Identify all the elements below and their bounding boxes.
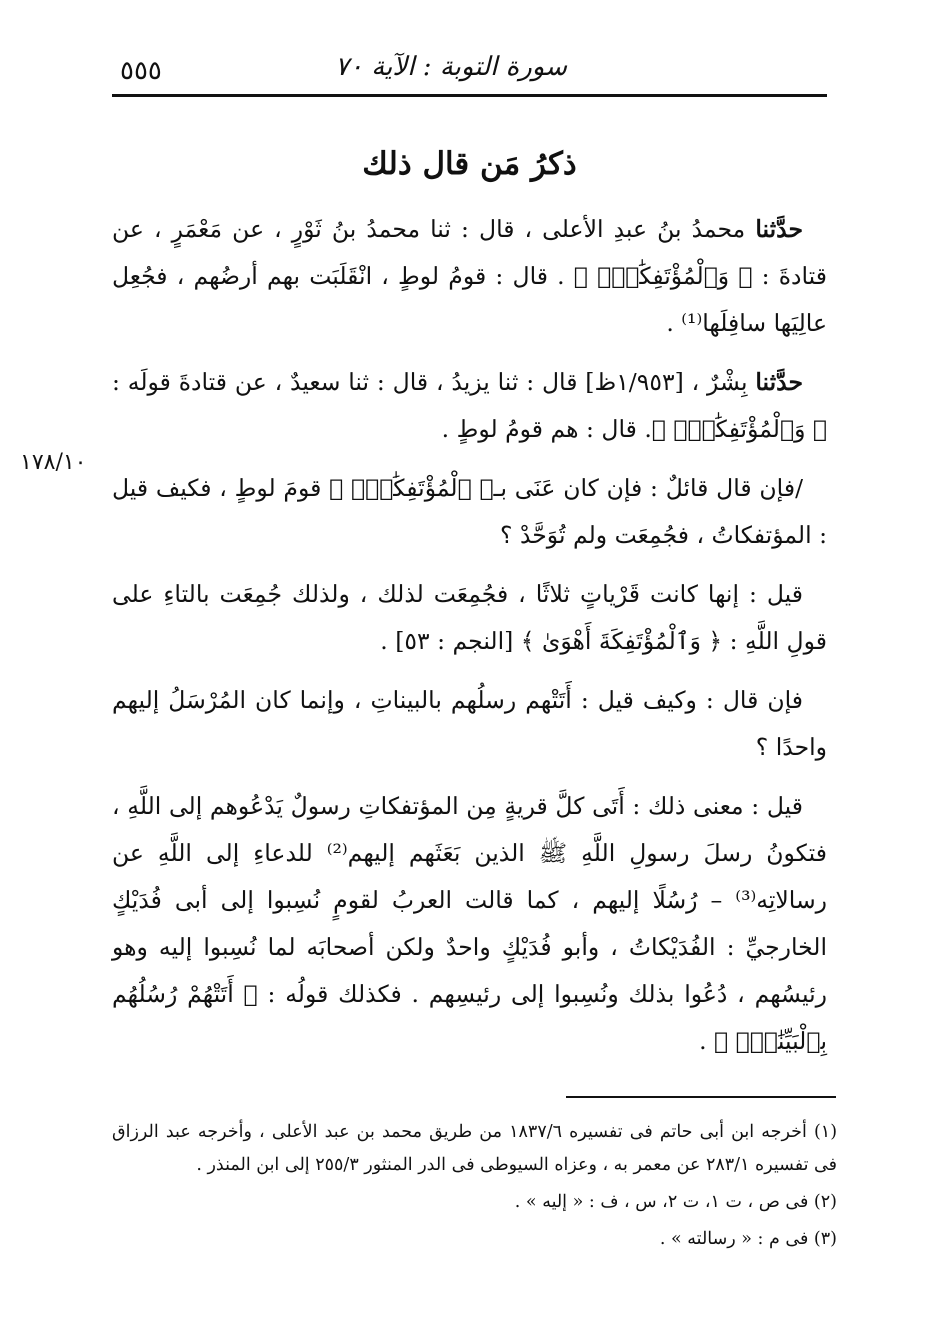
paragraph-text: فإن قال : وكيف قيل : أَتَتْهم رسلُهم بالبيناتِ ، وإنما كان المُرْسَلُ إليهم واحدًا ؟ [112, 686, 827, 761]
page-number: ٥٥٥ [120, 56, 162, 86]
paragraph-5 [112, 677, 827, 771]
paragraph-6 [112, 783, 827, 1065]
footnote-2: (٢) فى ص ، ت ١، ت ٢، س ، ف : « إليه » . [514, 1192, 837, 1212]
paragraph-text: بِشْرٌ ، [١/٩٥٣ظ] قال : ثنا يزيدُ ، قال : ثنا سعيدٌ ، عن قتادةَ قولَه : ﴿ وَٱلْمُؤْتَفِكَٰتِۚ ﴾. قال : هم قومُ لوطٍ . [112, 368, 827, 443]
paragraph-4 [112, 571, 827, 665]
paragraph-3 [112, 465, 827, 559]
paragraph-lead: حدَّثنا [755, 368, 803, 396]
header-rule [112, 94, 827, 97]
footnote-3: (٣) فى م : « رسالته » . [659, 1229, 837, 1249]
paragraph-text: قيل : معنى ذلك : أَتَى كلَّ قريةٍ مِن المؤتفكاتِ رسولٌ يَدْعُوهم إلى اللَّهِ ، فتكونُ رسلَ رسولِ اللَّهِ ﷺ الذين بَعَثَهم إليهم⁽²⁾ للدعاءِ إلى اللَّهِ عن رسالاتِه⁽³⁾ – رُسُلًا إليهم ، كما قالت العربُ لقومٍ نُسِبوا إلى أبى فُدَيْكٍ الخارجيِّ : الفُدَيْكاتُ ، وأبو فُدَيْكٍ واحدٌ ولكن أصحابَه لما نُسِبوا إليه وهو رئيسُهم ، دُعُوا بذلك ونُسِبوا إلى رئيسِهم . فكذلك قولُه : ﴿ أَتَتْهُمْ رُسُلُهُم بِٱلْبَيِّنَٰتِۖ ﴾ . [112, 792, 827, 1055]
footnote-1: (١) أخرجه ابن أبى حاتم فى تفسيره ١٨٣٧/٦ من طريق محمد بن عبد الأعلى ، وأخرجه عبد الرزاق فى تفسيره ٢٨٣/١ عن معمر به ، وعزاه السيوطى فى الدر المنثور ٢٥٥/٣ إلى ابن المنذر . [112, 1122, 838, 1175]
paragraph-2 [112, 359, 827, 453]
paragraph-1 [112, 206, 827, 347]
paragraph-text: محمدُ بنُ عبدِ الأعلى ، قال : ثنا محمدُ بنُ ثَوْرٍ ، عن مَعْمَرٍ ، عن قتادةَ : ﴿ وَٱلْمُؤْتَفِكَٰتِۚ ﴾ . قال : قومُ لوطٍ ، انْقَلَبَت بهم أرضُهم ، فجُعِل عالِيَها سافِلَها⁽¹⁾ . [112, 215, 827, 337]
paragraph-lead: حدَّثنا [755, 215, 803, 243]
section-heading: ذكرُ مَن قال ذلك [362, 146, 577, 182]
marginal-page-reference: ١٧٨/١٠ [20, 450, 87, 475]
running-title: سورة التوبة : الآية ٧٠ [335, 52, 567, 82]
paragraph-text: /فإن قال قائلٌ : فإن كان عَنَى بـ﴿ ٱلْمُؤْتَفِكَٰتِۚ ﴾ قومَ لوطٍ ، فكيف قيل : المؤتفكاتُ ، فجُمِعَت ولم تُوَحَّدْ ؟ [112, 474, 827, 549]
footnote-rule [566, 1096, 836, 1098]
paragraph-text: قيل : إنها كانت قَرْياتٍ ثلاثًا ، فجُمِعَت لذلك ، ولذلك جُمِعَت بالتاءِ على قولِ اللَّهِ : ﴿ وَٱلْمُؤْتَفِكَةَ أَهْوَىٰ ﴾ [النجم : ٥٣] . [112, 580, 827, 655]
running-head [112, 50, 827, 94]
main-text [112, 128, 827, 1077]
footnotes [112, 1116, 837, 1260]
